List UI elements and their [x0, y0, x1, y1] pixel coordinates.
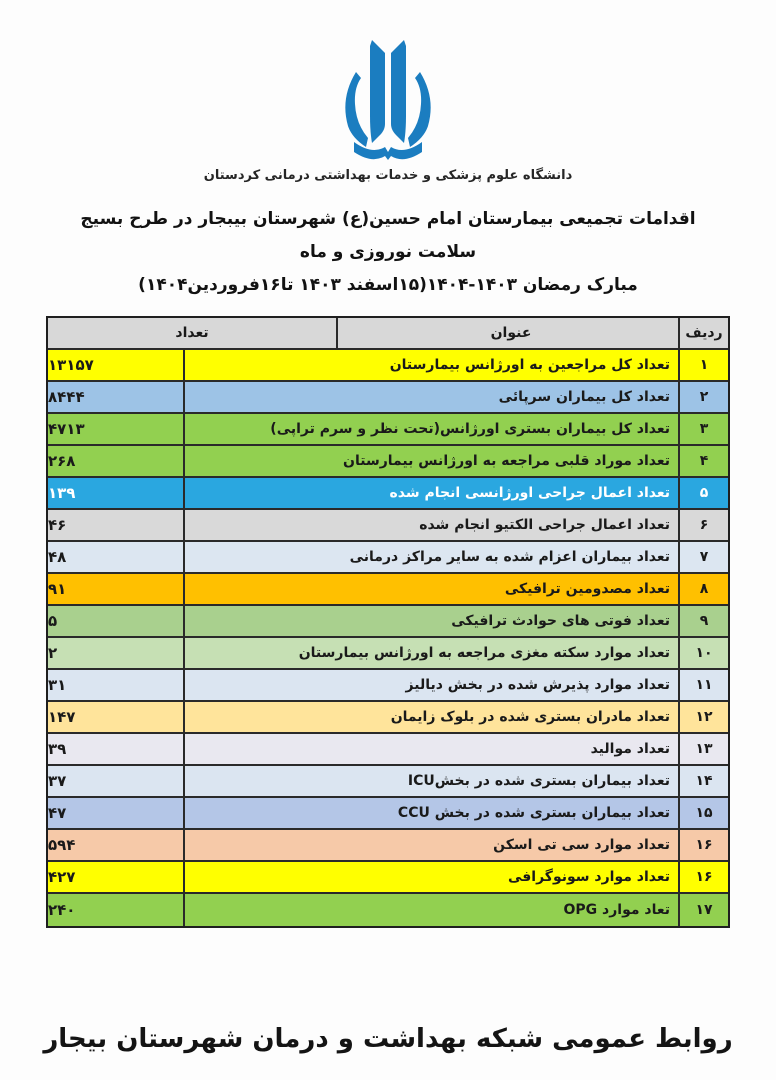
table-row — [48, 510, 728, 542]
table-row — [48, 414, 728, 446]
row-count-value: ۴۶ — [48, 510, 185, 540]
row-number: ۷ — [699, 549, 709, 565]
row-number: ۱۵ — [695, 805, 713, 821]
row-number: ۱۶ — [695, 869, 713, 885]
table-row — [48, 606, 728, 638]
row-title: تعداد موراد قلبی مراجعه به اورژانس بیمارستان — [185, 446, 680, 476]
row-number: ۹ — [699, 613, 709, 629]
row-number: ۱۷ — [695, 902, 713, 918]
table-row — [48, 382, 728, 414]
row-title: تعداد اعمال جراحی الکتیو انجام شده — [185, 510, 680, 540]
row-number: ۱۳ — [695, 741, 713, 757]
row-count-value: ۸۴۴۴ — [48, 382, 185, 412]
row-title: تعداد بیماران بستری شده در بخشICU — [185, 766, 680, 796]
row-number: ۸ — [699, 581, 709, 597]
table-row — [48, 574, 728, 606]
header-count: تعداد — [48, 318, 338, 348]
row-number: ۱ — [699, 357, 709, 373]
row-title: تعداد مادران بستری شده در بلوک زایمان — [185, 702, 680, 732]
row-count-value: ۵۹۴ — [48, 830, 185, 860]
table-row — [48, 670, 728, 702]
row-count-value: ۳۱ — [48, 670, 185, 700]
table-row — [48, 734, 728, 766]
row-title: تعداد اعمال جراحی اورژانسی انجام شده — [185, 478, 680, 508]
row-number: ۱۶ — [695, 837, 713, 853]
row-title: تعداد کل بیماران سرپائی — [185, 382, 680, 412]
row-count-value: ۲۴۰ — [48, 894, 185, 926]
table-row — [48, 350, 728, 382]
row-count-value: ۲ — [48, 638, 185, 668]
row-title: تعداد کل بیماران بستری اورژانس(تحت نظر و سرم تراپی) — [185, 414, 680, 444]
table-row — [48, 894, 728, 926]
table-row — [48, 830, 728, 862]
title-line-2: مبارک رمضان ۱۴۰۳-۱۴۰۴(۱۵اسفند ۱۴۰۳ تا۱۶فروردین۱۴۰۴) — [138, 275, 638, 295]
row-title: تعداد بیماران بستری شده در بخش CCU — [185, 798, 680, 828]
row-title: تعداد بیماران اعزام شده به سایر مراکز درمانی — [185, 542, 680, 572]
row-count-value: ۴۸ — [48, 542, 185, 572]
row-title: تعداد موارد پذیرش شده در بخش دیالیز — [185, 670, 680, 700]
table-header-row — [48, 318, 728, 350]
table-row — [48, 446, 728, 478]
row-count-value: ۵ — [48, 606, 185, 636]
row-count-value: ۴۲۷ — [48, 862, 185, 892]
row-title: تعداد موارد سونوگرافی — [185, 862, 680, 892]
row-count-value: ۳۹ — [48, 734, 185, 764]
row-number: ۳ — [699, 421, 709, 437]
row-title: تعداد فوتی های حوادث ترافیکی — [185, 606, 680, 636]
row-count-value: ۱۴۷ — [48, 702, 185, 732]
university-logo-icon — [288, 36, 488, 164]
table-row — [48, 702, 728, 734]
row-number: ۱۴ — [695, 773, 713, 789]
table-row — [48, 798, 728, 830]
row-count-value: ۱۳۱۵۷ — [48, 350, 185, 380]
row-title: تعداد موارد سی تی اسکن — [185, 830, 680, 860]
row-title: تعداد موالید — [185, 734, 680, 764]
logo-block — [0, 0, 776, 183]
university-name-calligraphy: دانشگاه علوم پزشکی و خدمات بهداشتی درمانی کردستان — [203, 168, 573, 183]
row-number: ۱۱ — [695, 677, 713, 693]
row-count-value: ۴۷۱۳ — [48, 414, 185, 444]
row-number: ۴ — [699, 453, 709, 469]
row-count-value: ۴۷ — [48, 798, 185, 828]
table-body — [48, 350, 728, 926]
row-count-value: ۱۳۹ — [48, 478, 185, 508]
table-row — [48, 862, 728, 894]
row-number: ۵ — [699, 485, 709, 501]
table-row — [48, 478, 728, 510]
title-line-1: اقدامات تجمیعی بیمارستان امام حسین(ع) شهرستان بیبجار در طرح بسیج سلامت نوروزی و ماه — [80, 209, 696, 262]
table-row — [48, 766, 728, 798]
row-number: ۱۲ — [695, 709, 713, 725]
header-row-number: ردیف — [685, 325, 723, 341]
row-count-value: ۳۷ — [48, 766, 185, 796]
row-number: ۶ — [699, 517, 709, 533]
row-title: تعداد مصدومین ترافیکی — [185, 574, 680, 604]
footer-calligraphy: روابط عمومی شبکه بهداشت و درمان شهرستان بیجار — [43, 1024, 733, 1054]
document-title — [52, 203, 724, 302]
row-number: ۲ — [699, 389, 709, 405]
row-title: تعاد موارد OPG — [185, 894, 680, 926]
table-row — [48, 638, 728, 670]
row-title: تعداد موارد سکته مغزی مراجعه به اورژانس بیمارستان — [185, 638, 680, 668]
header-title: عنوان — [338, 318, 680, 348]
row-count-value: ۲۶۸ — [48, 446, 185, 476]
row-count-value: ۹۱ — [48, 574, 185, 604]
row-title: تعداد کل مراجعین به اورژانس بیمارستان — [185, 350, 680, 380]
row-number: ۱۰ — [695, 645, 713, 661]
statistics-table — [46, 316, 730, 928]
table-row — [48, 542, 728, 574]
